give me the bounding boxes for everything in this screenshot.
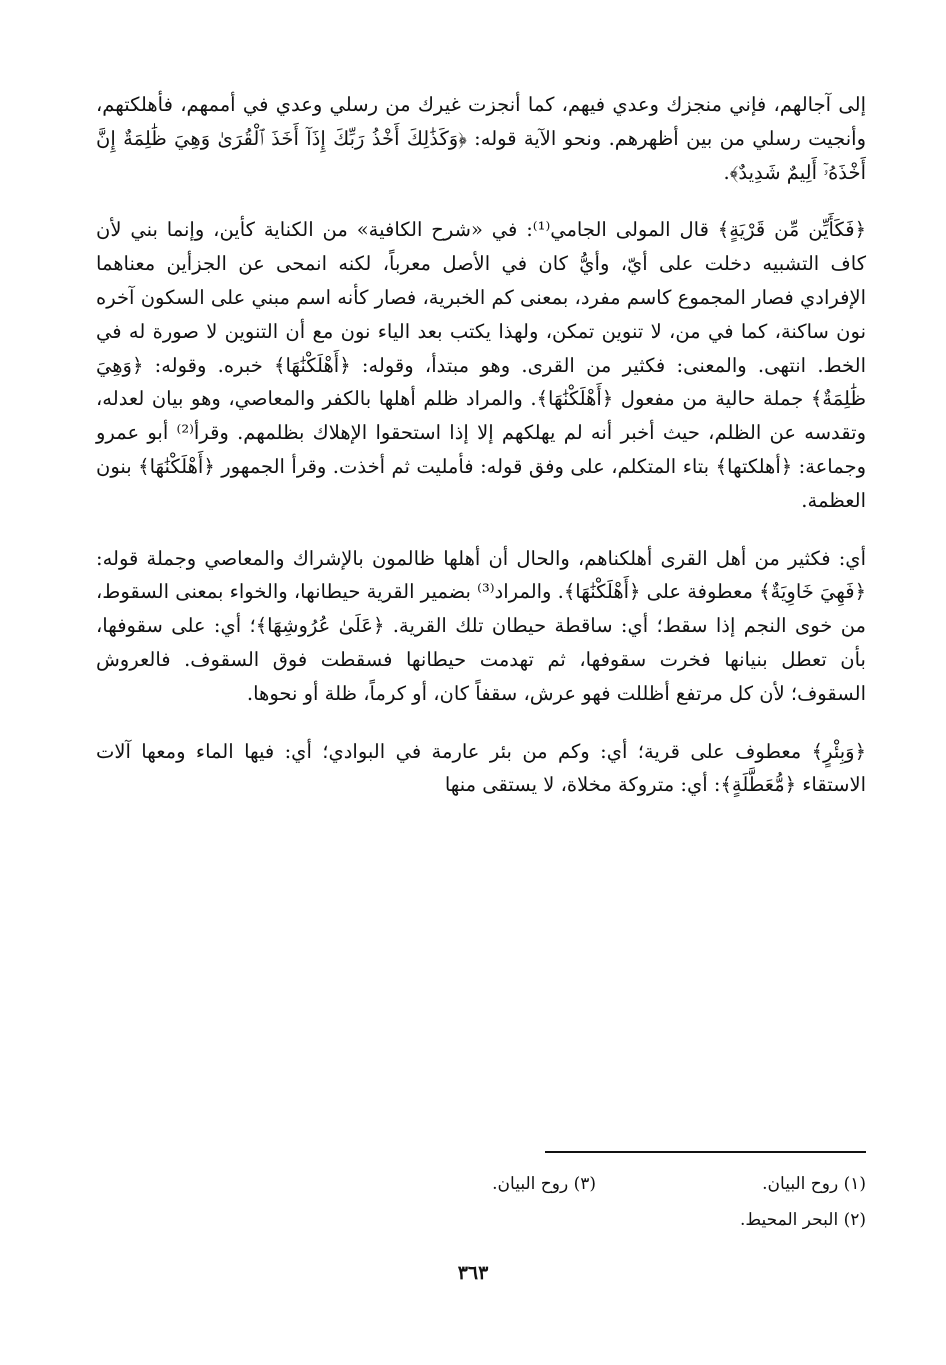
footnote-row xyxy=(300,1166,866,1202)
footnote-row xyxy=(300,1202,866,1238)
footnote-2: (٢) البحر المحيط. xyxy=(740,1210,866,1230)
footnote-1: (١) روح البيان. xyxy=(762,1174,866,1194)
paragraph-2: ﴿فَكَأَيِّن مِّن قَرْيَةٍ﴾ قال المولى الجامي⁽¹⁾: في «شرح الكافية» من الكناية كأين، وإنما بني لأن كاف التشبيه دخلت على أيّ، وأيُّ كان في الأصل معرباً، لكنه انمحى عن الجزأين معناهما الإفرادي فصار المجموع كاسم مفرد، بمعنى كم الخبرية، فصار كأنه اسم مبني على السكون آخره نون ساكنة، كما في من، لا تنوين تمكن، ولهذا يكتب بعد الياء نون مع أن التنوين لا صورة له في الخط. انتهى. والمعنى: فكثير من القرى. وهو مبتدأ، وقوله: ﴿أَهْلَكْنَٰهَا﴾ خبره. وقوله: ﴿وَهِيَ ظَٰلِمَةٌ﴾ جملة حالية من مفعول ﴿أَهْلَكْنَٰهَا﴾. والمراد ظلم أهلها بالكفر والمعاصي، وهو بيان لعدله، وتقدسه عن الظلم، حيث أخبر أنه لم يهلكهم إلا إذا استحقوا الإهلاك بظلمهم. وقرأ⁽²⁾ أبو عمرو وجماعة: ﴿أهلكتها﴾ بتاء المتكلم، على وفق قوله: فأمليت ثم أخذت. وقرأ الجمهور ﴿أَهْلَكْنَٰهَا﴾ بنون العظمة. xyxy=(96,218,866,512)
main-text xyxy=(96,88,866,802)
page-number: ٣٦٣ xyxy=(457,1262,489,1284)
footnote-3: (٣) روح البيان. xyxy=(492,1174,596,1194)
paragraph-4: ﴿وَبِئْرٍ﴾ معطوف على قرية؛ أي: وكم من بئر عارمة في البوادي؛ أي: فيها الماء ومعها آلات الاستقاء ﴿مُّعَطَّلَةٍ﴾: أي: متروكة مخلاة، لا يستقى منها xyxy=(96,739,866,797)
footnote-divider xyxy=(545,1151,866,1153)
paragraph-3: أي: فكثير من أهل القرى أهلكناهم، والحال أن أهلها ظالمون بالإشراك والمعاصي وجملة قوله: ﴿فَهِيَ خَاوِيَةٌ﴾ معطوفة على ﴿أَهْلَكْنَٰهَا﴾. والمراد⁽³⁾ بضمير القرية حيطانها، والخواء بمعنى السقوط، من خوى النجم إذا سقط؛ أي: ساقطة حيطان تلك القرية. ﴿عَلَىٰ عُرُوشِهَا﴾؛ أي: على سقوفها، بأن تعطل بنيانها فخرت سقوفها، ثم تهدمت حيطانها فسقطت فوق السقوف. فالعروش السقوف؛ لأن كل مرتفع أظللت فهو عرش، سقفاً كان، أو كرماً، ظلة أو نحوها. xyxy=(96,546,867,705)
footnotes xyxy=(300,1166,866,1238)
paragraph-1: إلى آجالهم، فإني منجزك وعدي فيهم، كما أنجزت غيرك من رسلي وعدي في أممهم، فأهلكتهم، وأنجيت رسلي من بين أظهرهم. ونحو الآية قوله: ﴿وَكَذَٰلِكَ أَخْذُ رَبِّكَ إِذَآ أَخَذَ ٱلْقُرَىٰ وَهِيَ ظَٰلِمَةٌ إِنَّ أَخْذَهُۥٓ أَلِيمٌ شَدِيدٌ﴾. xyxy=(96,93,866,184)
